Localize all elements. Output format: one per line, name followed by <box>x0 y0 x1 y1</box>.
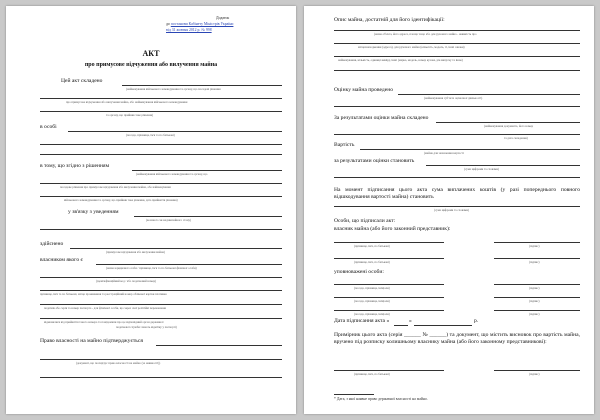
owner-caption-5: відмовилися від прийняття такого номера та повідомили про це відповідний орган державної <box>44 320 164 324</box>
auth-1-sign-caption: (підпис) <box>529 286 540 290</box>
document-page-left <box>6 6 296 414</box>
auth-2-name-line[interactable] <box>334 297 444 298</box>
appraisal-label: Оцінку майна проведено <box>334 87 393 93</box>
header-line-1: Додаток <box>216 16 230 20</box>
report-line[interactable] <box>436 122 580 123</box>
result-caption: (сума цифрами та словами) <box>464 167 499 171</box>
owner-rep-sign-caption: (підпис) <box>529 244 540 248</box>
act-made-line[interactable] <box>122 85 282 86</box>
date-quote-close: » <box>409 318 412 324</box>
description-line-4[interactable] <box>334 70 580 71</box>
copy-sign-line[interactable] <box>494 370 580 371</box>
owner-rep-name-line-2[interactable] <box>334 258 444 259</box>
act-body-line-2[interactable] <box>40 98 282 99</box>
result-line[interactable] <box>426 165 580 166</box>
ownership-caption: (документ, що посвідчує право власності на майно (за наявності)) <box>76 361 161 365</box>
owner-caption-4: податків або серія та номер паспорта - для фізичної особи, що через свої релігійні переконання <box>44 306 166 310</box>
owner-line-3[interactable] <box>40 290 282 291</box>
due-to-line[interactable] <box>134 216 282 217</box>
act-made-label: Цей акт складено <box>61 78 103 84</box>
auth-1-name-caption: (посада, прізвище, ініціали) <box>354 286 390 290</box>
footnote-text: * Дата, з якої наявне право державної власності на майно. <box>334 397 428 401</box>
date-day-line[interactable] <box>394 325 408 326</box>
value-caption: (майна для зазначення вартості <box>424 151 464 155</box>
auth-3-sign-line[interactable] <box>494 310 580 311</box>
auth-3-name-caption: (посада, прізвище, ініціали) <box>354 312 390 316</box>
ownership-label: Право власності на майно підтверджується <box>40 338 143 344</box>
owner-rep-sign-line[interactable] <box>494 242 580 243</box>
description-line-3[interactable] <box>334 56 580 57</box>
report-line-2[interactable] <box>334 134 580 135</box>
in-person-line-2[interactable] <box>40 144 282 145</box>
header-line-3 <box>166 29 212 33</box>
resolution-link[interactable]: постанови Кабінету Міністрів України <box>170 22 234 26</box>
header-line-2 <box>166 23 233 27</box>
auth-3-sign-caption: (підпис) <box>529 312 540 316</box>
in-person-caption: (посада, прізвище, ім'я та по батькові) <box>126 133 175 137</box>
document-subtitle: про примусове відчуження або вилучення майна <box>84 62 218 68</box>
owner-rep-label: власник майна (або його законний представник): <box>334 226 451 232</box>
act-body-caption-2: про примусове відчуження або вилучення майна, або найменування військового командування <box>66 100 188 104</box>
date-year-suffix: р. <box>474 318 479 324</box>
act-made-caption: (найменування військового командування та органу, що посадові рішення <box>126 87 221 91</box>
description-line-1[interactable] <box>334 30 580 31</box>
decision-label: в тому, що згідно з рішенням <box>40 163 110 169</box>
result-line-2[interactable] <box>334 177 580 178</box>
auth-2-name-caption: (посада, прізвище, ініціали) <box>354 299 390 303</box>
resolution-date-link[interactable]: від 31 жовтня 2012 р. № 998 <box>166 28 212 32</box>
in-person-label: в особі <box>40 124 57 130</box>
document-page-right <box>304 6 594 414</box>
decision-caption: (найменування військового командування та органу, що <box>136 172 208 176</box>
description-caption-3: найменування, кількість, одиниці виміру, інші (марка, модель, номер кузова, рік випуску та інше) <box>338 58 463 62</box>
due-to-caption: (воєнного чи надзвичайного стану) <box>146 218 191 222</box>
signing-line[interactable] <box>334 206 580 207</box>
description-label: Опис майна, достатній для його ідентифікації: <box>334 17 445 23</box>
date-label: Дата підписання акта « <box>334 318 390 324</box>
owner-caption-3: прізвище, ім'я та по батькові, місце проживання та реєстраційний номер облікової картки платника <box>40 292 167 296</box>
copy-sign-caption: (підпис) <box>529 372 540 376</box>
copy-name-caption: (прізвище, ім'я, по батькові) <box>354 372 390 376</box>
decision-line[interactable] <box>132 170 282 171</box>
value-line[interactable] <box>360 149 580 150</box>
date-month-line[interactable] <box>414 325 472 326</box>
report-caption: (найменування документа, його номер <box>484 124 534 128</box>
description-caption-1: (назва об'єкта, його адреса, площа тощо або для рухомого майна - наявність про <box>374 32 477 36</box>
header-line-2-prefix: до <box>166 22 171 26</box>
auth-2-sign-line[interactable] <box>494 297 580 298</box>
document-title: АКТ <box>142 49 160 58</box>
owner-line-4[interactable] <box>40 304 282 305</box>
footnote-divider <box>334 394 374 395</box>
owner-line-2[interactable] <box>40 277 282 278</box>
auth-1-sign-line[interactable] <box>494 284 580 285</box>
owner-rep-name-caption: (прізвище, ім'я, по батькові) <box>354 244 390 248</box>
value-label: Вартість <box>334 142 355 148</box>
authorized-label: уповноважені особи: <box>334 269 384 275</box>
decision-line-2[interactable] <box>40 183 282 184</box>
ownership-line-2[interactable] <box>40 359 282 360</box>
appraisal-line-2[interactable] <box>334 106 580 107</box>
decision-caption-3: військового командування та органу, що прийняв таке рішення, дата прийняття рішення) <box>64 198 178 202</box>
done-caption: (примусове відчуження або вилучення майна) <box>106 250 165 254</box>
decision-line-3[interactable] <box>40 196 282 197</box>
appraisal-caption: (найменування суб'єкта оціночної діяльності) <box>424 96 483 100</box>
owner-rep-sign-caption-2: (підпис) <box>529 260 540 264</box>
signing-paragraph: На момент підписання цього акта сума виплачених коштів (у разі попереднього повного відшкодування вартості майна) становить <box>334 187 580 200</box>
in-person-line-3[interactable] <box>40 154 282 155</box>
owner-rep-name-caption-2: (прізвище, ім'я, по батькові) <box>354 260 390 264</box>
done-label: здійснено <box>40 241 64 247</box>
in-person-line[interactable] <box>68 131 282 132</box>
owner-caption: (назва юридичної особи / прізвище, ім'я та по батькові фізичної особи) <box>106 266 197 270</box>
result-label: за результатами оцінки становить <box>334 158 415 164</box>
owner-caption-6: податкової служби і мають відмітку у паспорті) <box>116 325 177 329</box>
auth-3-name-line[interactable] <box>334 310 444 311</box>
report-caption-2: та дата складення) <box>504 136 528 140</box>
report-label: За результатами оцінки майна складено <box>334 115 429 121</box>
ownership-line-3[interactable] <box>40 377 282 378</box>
auth-2-sign-caption: (підпис) <box>529 299 540 303</box>
due-to-label: у зв'язку з уведенням <box>68 209 119 215</box>
act-body-caption-3: та органу, що прийняв таке рішення) <box>106 113 154 117</box>
description-line-2[interactable] <box>334 43 580 44</box>
owner-rep-name-line[interactable] <box>334 242 444 243</box>
copy-name-line[interactable] <box>334 370 444 371</box>
owner-line[interactable] <box>96 264 282 265</box>
owner-caption-2: (ідентифікаційний код / або податковий номер) <box>96 279 157 283</box>
due-to-line-2[interactable] <box>40 229 282 230</box>
appraisal-line[interactable] <box>398 94 580 95</box>
signers-label: Особи, що підписали акт: <box>334 218 396 224</box>
owner-rep-sign-line-2[interactable] <box>494 258 580 259</box>
copy-paragraph: Примірник цього акта (серія ______ № ______) та документ, що містить висновок про вартість майна, вручено під розписку колишньому власнику майна (або його законному представникові): <box>334 332 580 345</box>
decision-caption-2: посадове рішення про примусове відчуження або вилучення майна, або найменування <box>60 185 171 189</box>
signing-caption: (сума цифрами та словами) <box>434 208 469 212</box>
auth-1-name-line[interactable] <box>334 284 444 285</box>
done-line[interactable] <box>70 248 282 249</box>
description-caption-2: місцезнаходження (адреса), для рухомого майна (кількість, модель, ті, інші ознаки) <box>358 45 465 49</box>
owner-line-5[interactable] <box>40 318 282 319</box>
owner-label: власником якого є <box>40 257 83 263</box>
act-body-line-3[interactable] <box>40 111 282 112</box>
ownership-line[interactable] <box>156 345 282 346</box>
